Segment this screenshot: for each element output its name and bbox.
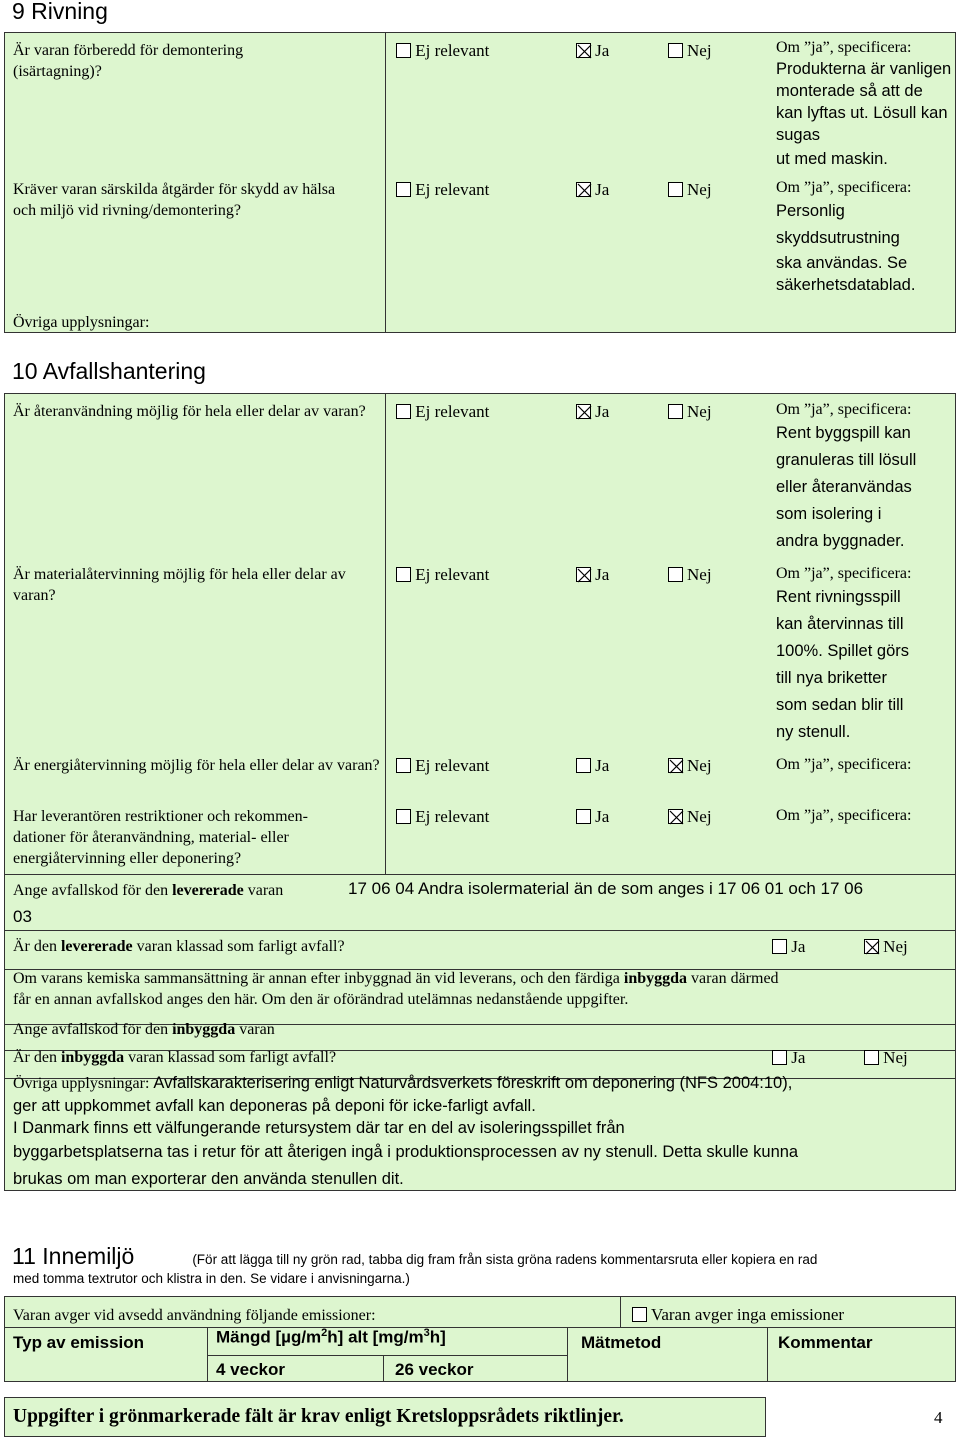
answer-health[interactable]: Personlig <box>776 202 845 220</box>
section-11-note: (För att lägga till ny grön rad, tabba dig fram från sista gröna radens kommentarsruta eller kopiera en rad <box>192 1252 818 1267</box>
checkbox-no[interactable] <box>668 43 683 58</box>
other-info-label-10: Övriga upplysningar: <box>13 1075 150 1092</box>
specify-dismantle: Om ”ja”, specificera: Produkterna är vanligen monterade så att de kan lyftas ut. Lösull kan sugas ut med maskin. <box>776 39 952 168</box>
checkbox-not-relevant[interactable] <box>396 182 411 197</box>
built-in-note: Om varans kemiska sammansättning är annan efter inbyggnad än vid leverans, och den färdiga inbyggda varan därmed får en annan avfallskod anges den här. Om den är oförändrad utelämnas nedanstående uppgifter. <box>13 970 779 1008</box>
waste-code-built-label: Ange avfallskod för den inbyggda varan <box>13 1021 275 1038</box>
checkbox-yes-checked[interactable] <box>576 182 591 197</box>
checkbox-no[interactable] <box>864 1050 879 1065</box>
section-11-header <box>12 1243 817 1270</box>
checkbox-not-relevant[interactable] <box>396 758 411 773</box>
section-11-title: 11 Innemiljö <box>12 1243 135 1269</box>
section-9-title: 9 Rivning <box>12 0 108 24</box>
question-energy-recovery: Är energiåtervinning möjlig för hela eller delar av varan? <box>13 757 380 774</box>
hazard-built-question: Är den inbyggda varan klassad som farligt avfall? <box>13 1049 337 1066</box>
checkbox-yes[interactable] <box>772 1050 787 1065</box>
col-26-weeks: 26 veckor <box>395 1360 474 1379</box>
section-10-title: 10 Avfallshantering <box>12 358 206 384</box>
question-restrictions: Har leverantören restriktioner och rekommen- dationer för återanvändning, material- eller energiåtervinning eller deponering? <box>13 808 308 867</box>
other-info-10: Övriga upplysningar: Avfallskarakterisering enligt Naturvårdsverkets föreskrift om deponering (NFS 2004:10), ger att uppkommet avfall kan deponeras på deponi för icke-farligt avfall. I Danmark finns ett välfungerande retursystem där tar en del av isoleringsspillet från byggarbetsplatserna tas i retur för att återigen ingå i produktionsprocessen av ny stenull. Detta skulle kunna brukas om man exporterar den använda stenullen dit. <box>13 1074 799 1188</box>
waste-code-delivered-label: Ange avfallskod för den levererade varan <box>13 882 284 899</box>
options-material-recycling: Ej relevant Ja Nej <box>396 564 712 585</box>
emission-label: Varan avger vid avsedd användning följande emissioner: <box>13 1307 376 1324</box>
checkbox-no-checked[interactable] <box>668 809 683 824</box>
no-emission-option: Varan avger inga emissioner <box>632 1304 844 1325</box>
specify-restrictions: Om ”ja”, specificera: <box>776 807 912 824</box>
question-material-recycling: Är materialåtervinning möjlig för hela eller delar av varan? <box>13 566 346 604</box>
checkbox-yes-checked[interactable] <box>576 567 591 582</box>
checkbox-no-emissions[interactable] <box>632 1307 647 1322</box>
options-reuse: Ej relevant Ja Nej <box>396 401 712 422</box>
checkbox-yes[interactable] <box>576 809 591 824</box>
question-reuse: Är återanvändning möjlig för hela eller delar av varan? <box>13 403 366 420</box>
checkbox-not-relevant[interactable] <box>396 809 411 824</box>
col-emission-type: Typ av emission <box>13 1333 145 1352</box>
checkbox-yes-checked[interactable] <box>576 43 591 58</box>
checkbox-not-relevant[interactable] <box>396 567 411 582</box>
specify-health: Om ”ja”, specificera: Personlig skyddsutrustning ska användas. Se säkerhetsdatablad. <box>776 178 952 296</box>
options-restrictions: Ej relevant Ja Nej <box>396 806 712 827</box>
checkbox-no-checked[interactable] <box>668 758 683 773</box>
checkbox-no[interactable] <box>668 567 683 582</box>
options-hazard-built: Ja Nej <box>772 1047 908 1068</box>
question-dismantle: Är varan förberedd för demontering (isärtagning)? <box>13 42 244 80</box>
checkbox-no-checked[interactable] <box>864 939 879 954</box>
specify-energy-recovery: Om ”ja”, specificera: <box>776 756 912 773</box>
options-health: Ej relevant Ja Nej <box>396 179 712 200</box>
other-info-label-9: Övriga upplysningar: <box>13 314 150 331</box>
other-info-text-10[interactable]: Avfallskarakterisering enligt Naturvårdsverkets föreskrift om deponering (NFS 2004:10), <box>153 1074 793 1092</box>
specify-material-recycling: Om ”ja”, specificera: Rent rivningsspill kan återvinnas till 100%. Spillet görs till nya briketter som sedan blir till ny stenull. <box>776 564 952 746</box>
options-energy-recovery: Ej relevant Ja Nej <box>396 755 712 776</box>
col-method: Mätmetod <box>581 1333 662 1352</box>
checkbox-yes[interactable] <box>772 939 787 954</box>
footer-text: Uppgifter i grönmarkerade fält är krav enligt Kretsloppsrådets riktlinjer. <box>13 1406 624 1427</box>
options-dismantle: Ej relevant Ja Nej <box>396 40 712 61</box>
answer-reuse[interactable]: Rent byggspill kan <box>776 424 911 442</box>
hazard-delivered-question: Är den levererade varan klassad som farligt avfall? <box>13 938 345 955</box>
checkbox-not-relevant[interactable] <box>396 43 411 58</box>
col-4-weeks: 4 veckor <box>216 1360 285 1379</box>
options-hazard-delivered: Ja Nej <box>772 936 908 957</box>
waste-code-delivered-value-cont: 03 <box>13 907 32 926</box>
page-number: 4 <box>934 1408 943 1427</box>
col-comment: Kommentar <box>778 1333 873 1352</box>
col-amount: Mängd $[\mu g/m^2h]$ alt $[mg/m^3h]$ <box>216 1327 446 1347</box>
answer-dismantle[interactable]: Produkterna är vanligen monterade så att de kan lyftas ut. Lösull kan sugas <box>776 60 952 144</box>
section-11-note-cont: med tomma textrutor och klistra in den. Se vidare i anvisningarna.) <box>13 1271 410 1286</box>
specify-reuse: Om ”ja”, specificera: Rent byggspill kan granuleras till lösull eller återanvändas som isolering i andra byggnader. <box>776 400 952 555</box>
checkbox-yes-checked[interactable] <box>576 404 591 419</box>
checkbox-yes[interactable] <box>576 758 591 773</box>
checkbox-no[interactable] <box>668 404 683 419</box>
waste-code-delivered-value[interactable]: 17 06 04 Andra isolermaterial än de som anges i 17 06 01 och 17 06 <box>348 879 864 898</box>
checkbox-no[interactable] <box>668 182 683 197</box>
answer-material-recycling[interactable]: Rent rivningsspill <box>776 588 901 606</box>
question-health: Kräver varan särskilda åtgärder för skydd av hälsa och miljö vid rivning/demontering? <box>13 181 336 219</box>
checkbox-not-relevant[interactable] <box>396 404 411 419</box>
